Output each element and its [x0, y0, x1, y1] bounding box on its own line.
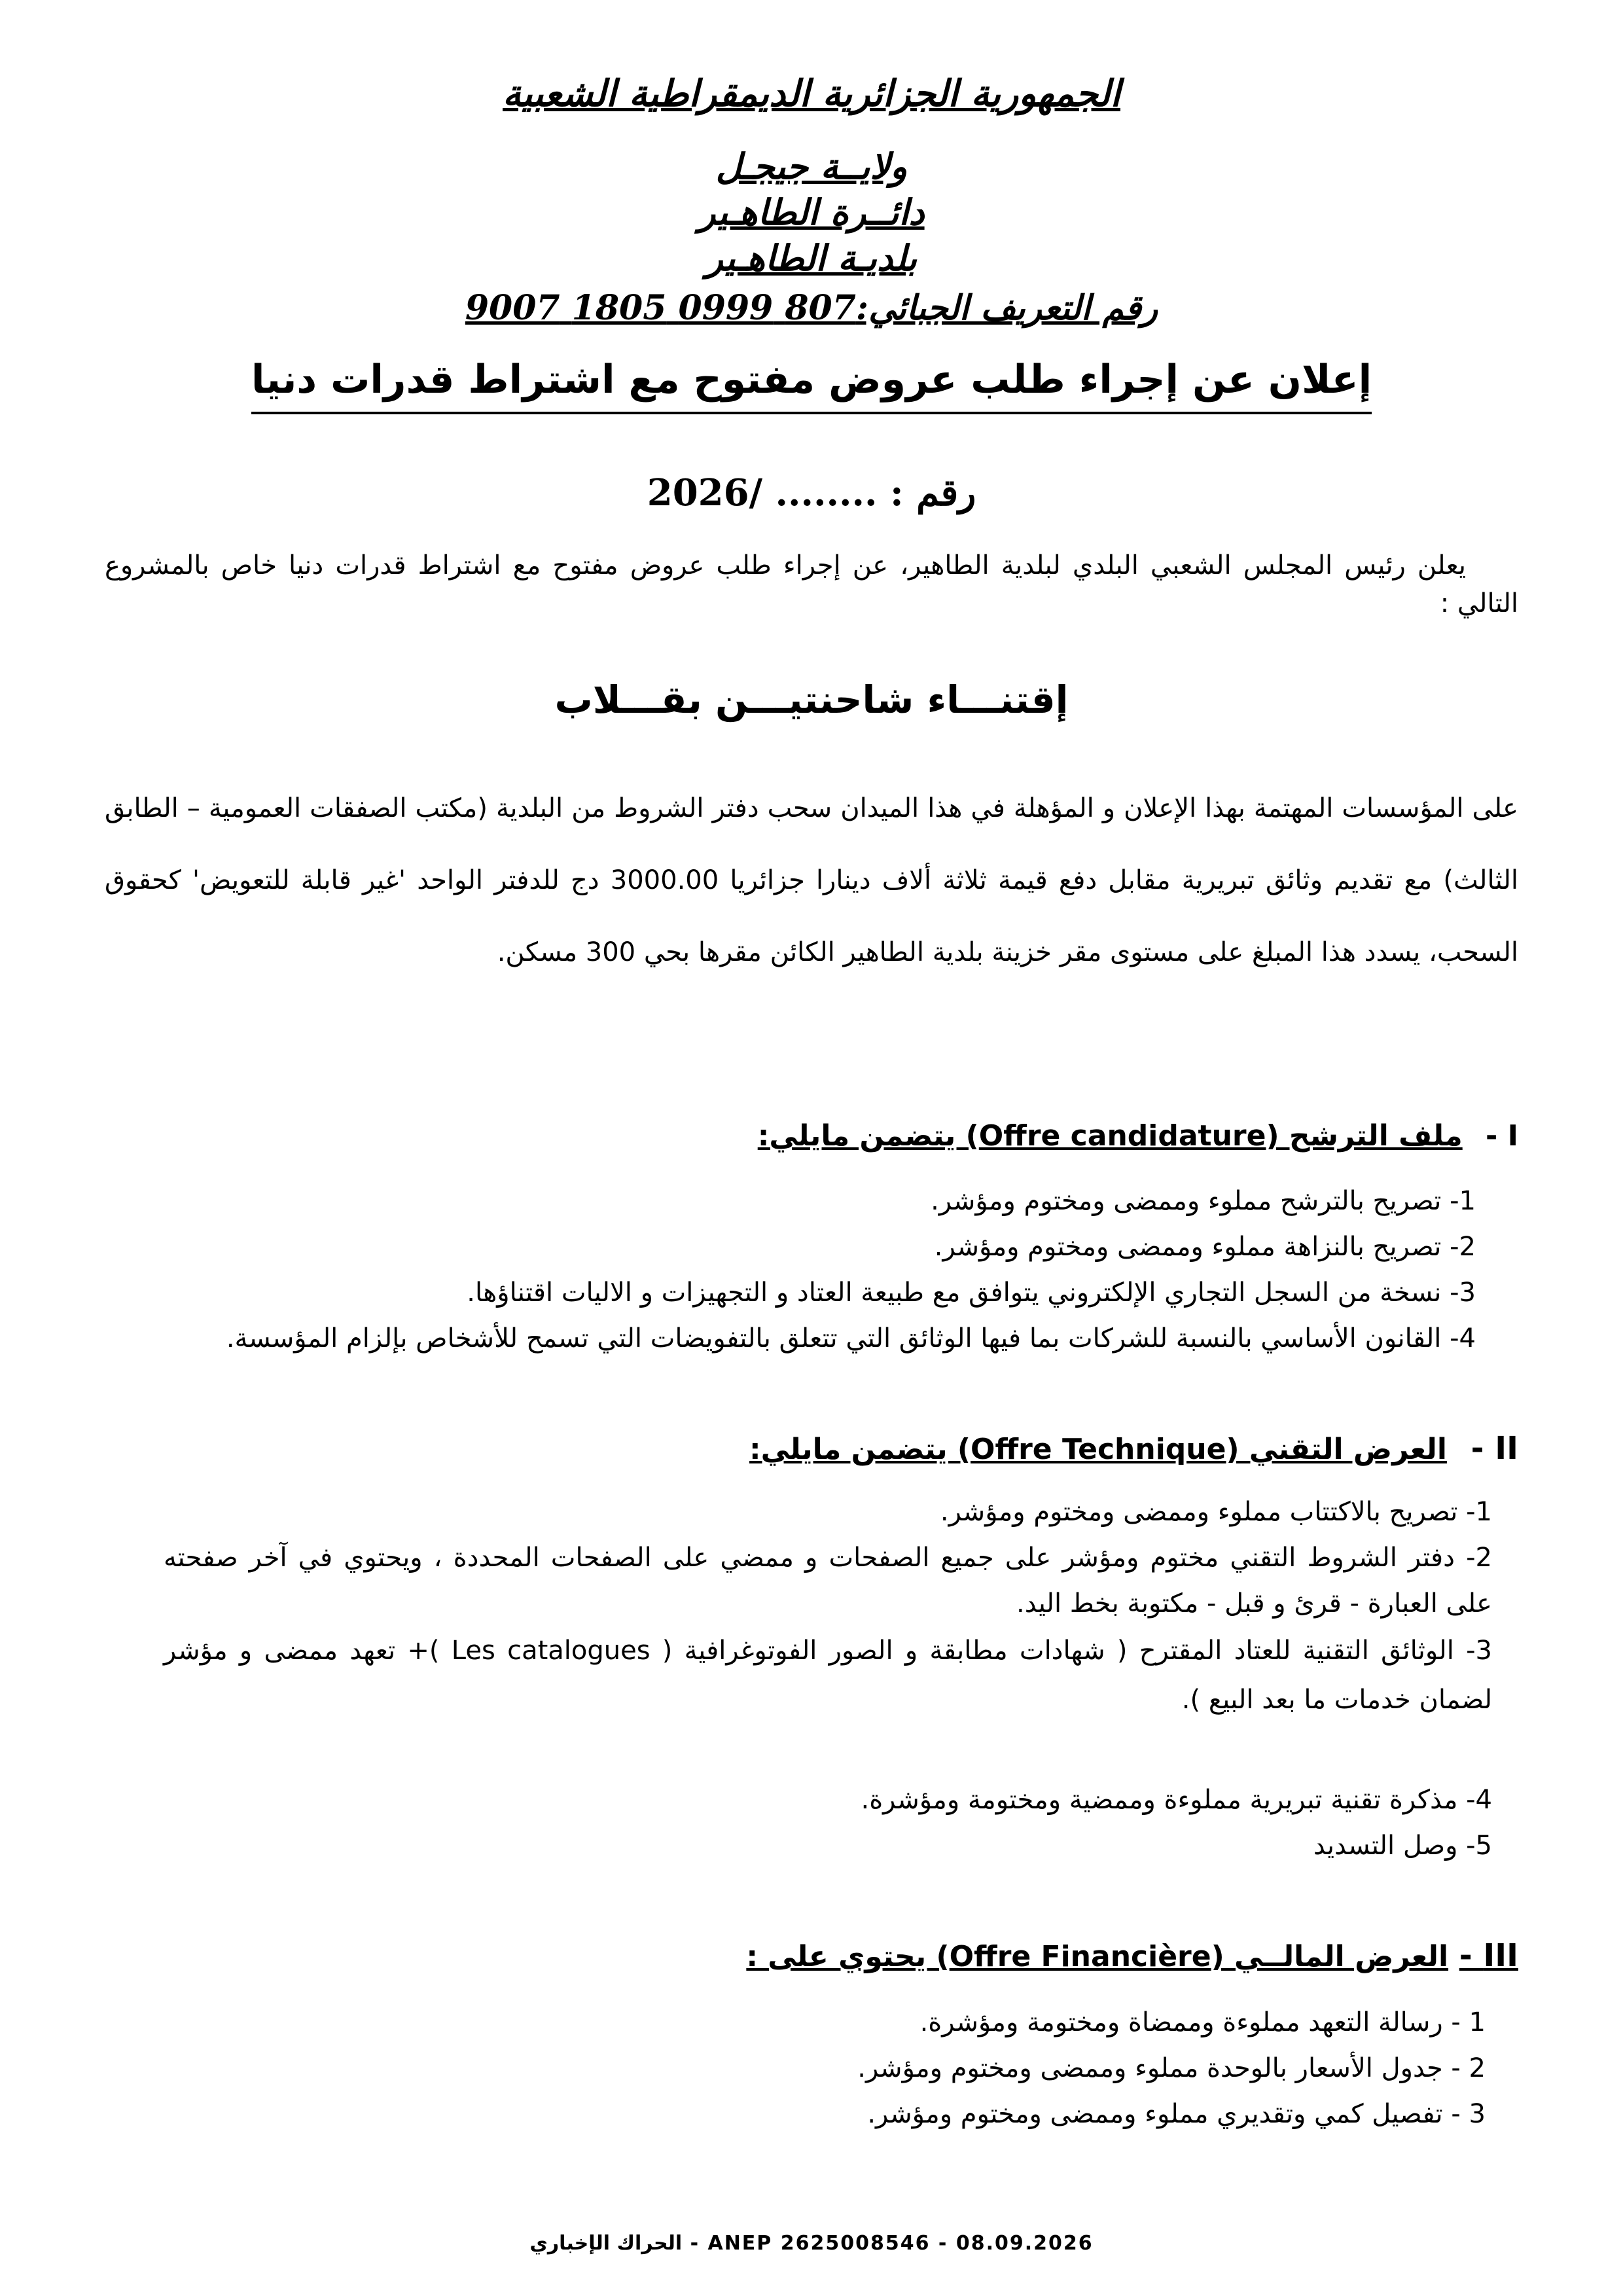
section-1-header: [758, 1119, 1518, 1153]
republic-header: الجمهورية الجزائرية الديمقراطية الشعبية: [502, 72, 1120, 115]
daira-line: دائــرة الطاهـير: [698, 191, 925, 233]
section-1-item: 2- تصريح بالنزاهة مملوء وممضى ومختوم ومؤشر.: [934, 1232, 1476, 1262]
commune-line: بلديـة الطاهـير: [705, 237, 918, 279]
fiscal-id: رقم التعريف الجبائي:807 0999 1805 9007: [465, 288, 1158, 328]
section-1-item: 4- القانون الأساسي بالنسبة للشركات بما فيها الوثائق التي تتعلق بالتفويضات التي تسمح للأشخاص بإلزام المؤسسة.: [226, 1323, 1476, 1354]
section-3-item: 3 - تفصيل كمي وتقديري مملوء وممضى ومختوم ومؤشر.: [867, 2099, 1486, 2129]
section-3-header: [746, 1937, 1518, 1974]
section-1-item: 3- نسخة من السجل التجاري الإلكتروني يتوافق مع طبيعة العتاد و التجهيزات و الاليات اقتناؤها.: [467, 1278, 1476, 1308]
section-2-item: 4- مذكرة تقنية تبريرية مملوءة وممضية ومختومة ومؤشرة.: [861, 1785, 1492, 1815]
section-3-heading: العرض المالــي (Offre Financière) يحتوي على :: [746, 1940, 1449, 1973]
wilaya-line: ولايــة جيجـل: [715, 145, 908, 187]
announcement-number: رقم : ........ /2026: [647, 471, 976, 514]
section-1-item: 1- تصريح بالترشح مملوء وممضى ومختوم ومؤشر.: [931, 1186, 1476, 1216]
section-1-heading: ملف الترشح (Offre candidature) يتضمن مايلي:: [757, 1119, 1463, 1153]
section-2-item: 1- تصريح بالاكتتاب مملوء وممضى ومختوم ومؤشر.: [940, 1497, 1492, 1527]
section-2-item: 5- وصل التسديد: [1313, 1831, 1492, 1861]
section-2-header: [749, 1430, 1518, 1467]
section-1-marker: I -: [1486, 1119, 1518, 1153]
conditions-paragraph: على المؤسسات المهتمة بهذا الإعلان و المؤهلة في هذا الميدان سحب دفتر الشروط من البلدية (مكتب الصفقات العمومية – الطابق الثالث) مع تقديم وثائق تبريرية مقابل دفع قيمة ثلاثة ألاف دينارا جزائريا 3000.00 دج للدفتر الواحد 'غير قابلة للتعويض' كحقوق السحب، يسدد هذا المبلغ على مستوى مقر خزينة بلدية الطاهير الكائن مقرها بحي 300 مسكن.: [105, 793, 1518, 967]
section-3-marker: III -: [1459, 1937, 1518, 1974]
section-2-item: 2- دفتر الشروط التقني مختوم ومؤشر على جميع الصفحات و ممضي على الصفحات المحددة ، ويحتوي في آخر صفحته على العبارة - قرئ و قبل - مكتوبة بخط اليد.: [164, 1543, 1492, 1619]
section-3-item: 2 - جدول الأسعار بالوحدة مملوء وممضى ومختوم ومؤشر.: [857, 2053, 1486, 2083]
announcement-title: إعلان عن إجراء طلب عروض مفتوح مع اشتراط قدرات دنيا: [251, 357, 1372, 414]
section-2-heading: العرض التقني (Offre Technique) يتضمن مايلي:: [749, 1433, 1447, 1466]
project-title: إقتنـــاء شاحنتيـــن بقـــلاب: [554, 677, 1069, 722]
intro-paragraph: يعلن رئيس المجلس الشعبي البلدي لبلدية الطاهير، عن إجراء طلب عروض مفتوح مع اشتراط قدرات دنيا خاص بالمشروع التالي :: [105, 550, 1518, 619]
section-3-item: 1 - رسالة التعهد مملوءة وممضاة ومختومة ومؤشرة.: [919, 2007, 1486, 2037]
title-wrapper: [0, 357, 1623, 414]
section-2-item: 3- الوثائق التقنية للعتاد المقترح ( شهادات مطابقة و الصور الفوتوغرافية ( Les catalogues )+ تعهد ممضى و مؤشر لضمان خدمات ما بعد البيع ).: [164, 1636, 1492, 1715]
section-2-marker: II -: [1471, 1430, 1518, 1467]
footer-reference: ANEP 2625008546 - 08.09.2026 - الحراك الإخباري: [529, 2232, 1094, 2255]
